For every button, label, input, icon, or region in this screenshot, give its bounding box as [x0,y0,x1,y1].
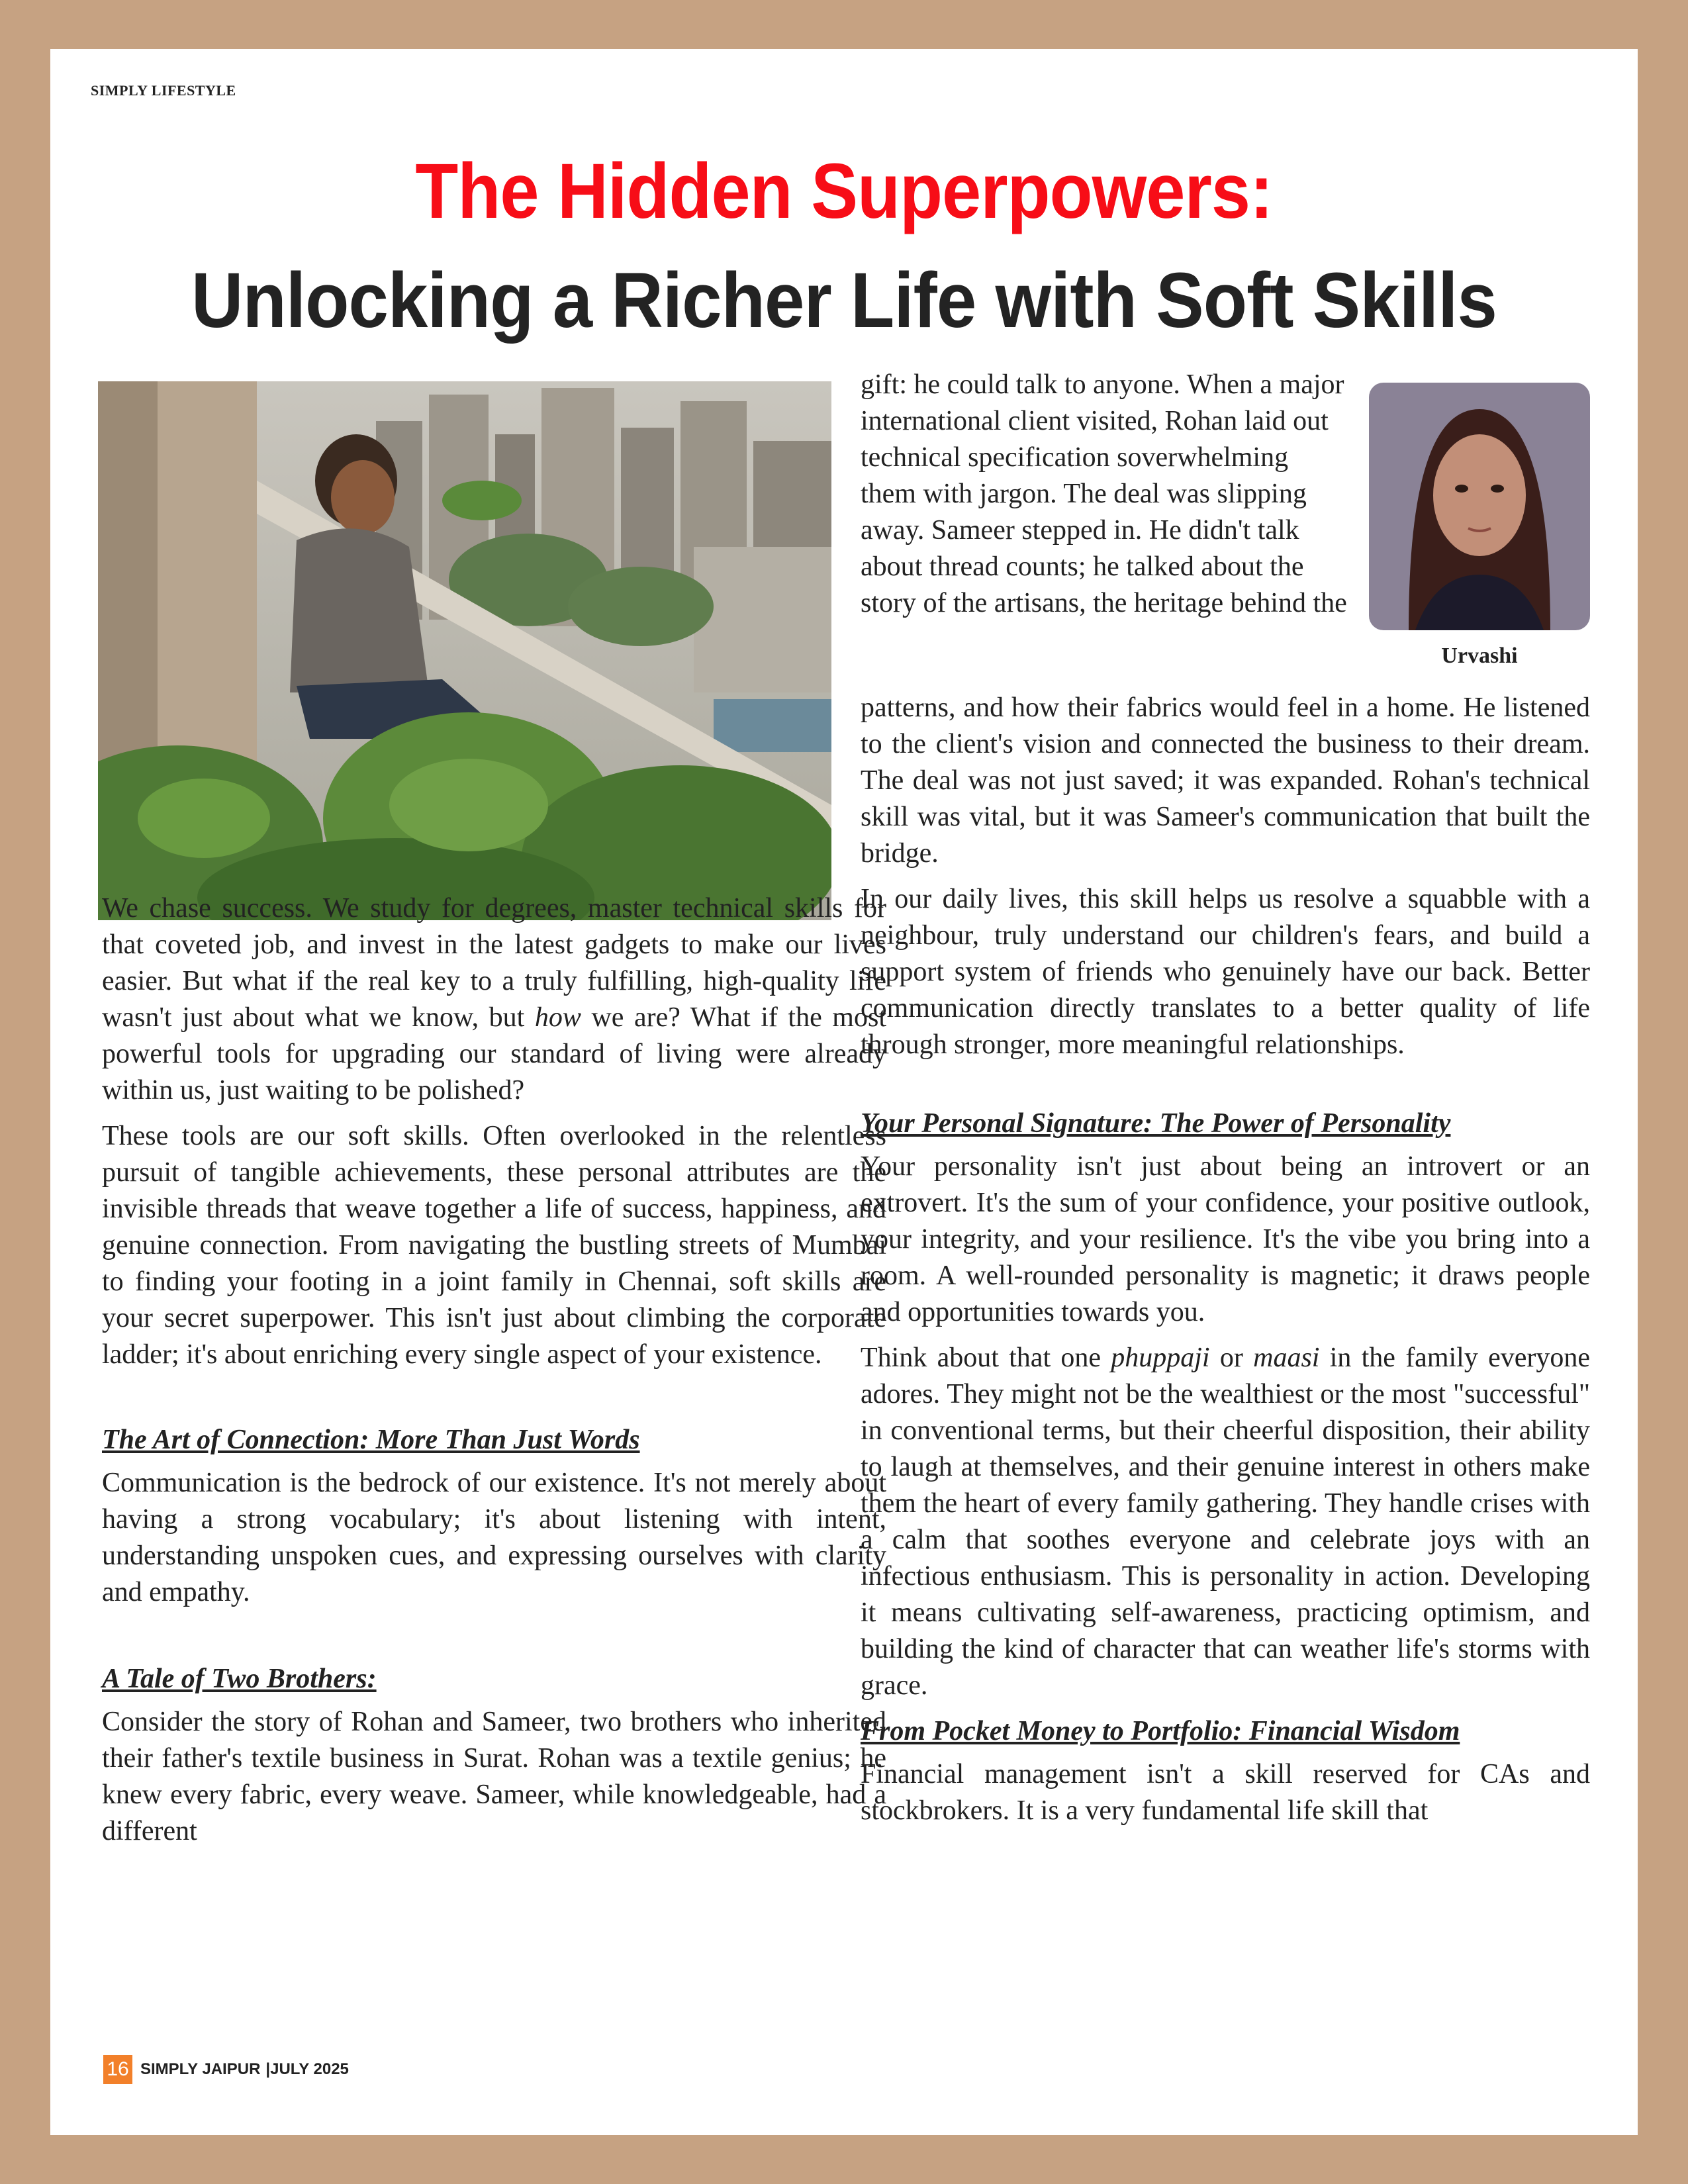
soft-skills-paragraph: These tools are our soft skills. Often overlooked in the relentless pursuit of tangible achievements, these personal attributes are the invisible threads that weave together a life of success, happiness, and genuine connection. From navigating the bustling streets of Mumbai to finding your footing in a joint family in Chennai, soft skills are your secret superpower. This isn't just about climbing the corporate ladder; it's about enriching every single aspect of your existence. [102,1121,886,1370]
issue-date: |JULY 2025 [265,2060,349,2078]
right-column [861,690,1590,1838]
personality-paragraph: Your personality isn't just about being an introvert or an extrovert. It's the sum of your confidence, your positive outlook, your integrity, and your resilience. It's the vibe you bring into a room. A well-rounded personality is magnetic; it draws people and opportunities towards you. [861,1151,1590,1327]
left-column [102,890,886,1859]
communication-paragraph: Communication is the bedrock of our existence. It's not merely about having a strong vocabulary; it's about listening with intent, understanding unspoken cues, and expressing ourselves with clarity and empathy. [102,1468,886,1607]
family-paragraph: Think about that one phuppaji or maasi in the family everyone adores. They might not be the wealthiest or the most "successful" in conventional terms, but their cheerful disposition, their ability to laugh at themselves, and their genuine interest in others make them the heart of every family gathering. They handle crises with a calm that soothes everyone and celebrate joys with an infectious enthusiasm. This is personality in action. Developing it means cultivating self-awareness, practicing optimism, and building the kind of character that can weather life's storms with grace. [861,1343,1590,1701]
headline-line-2: Unlocking a Richer Life with Soft Skills [191,257,1497,344]
right-column-top [861,367,1348,631]
financial-paragraph: Financial management isn't a skill reserved for CAs and stockbrokers. It is a very fundamental life skill that [861,1759,1590,1826]
story-continuation: gift: he could talk to anyone. When a major international client visited, Rohan laid out technical specification soverwhelming them with jargon. The deal was slipping away. Sameer stepped in. He didn't talk about thread counts; he talked about the story of the artisans, the heritage behind the [861,369,1347,618]
heading-financial-wisdom: From Pocket Money to Portfolio: Financial Wisdom [861,1716,1460,1746]
heading-personal-signature: Your Personal Signature: The Power of Personality [861,1108,1451,1139]
section-label: SIMPLY LIFESTYLE [91,82,236,99]
publication-name: SIMPLY JAIPUR [140,2060,261,2078]
portrait-caption: Urvashi [1441,643,1518,668]
heading-art-of-connection: The Art of Connection: More Than Just Words [102,1425,640,1455]
brothers-paragraph: Consider the story of Rohan and Sameer, two brothers who inherited their father's textile business in Surat. Rohan was a textile genius; he knew every fabric, every weave. Sameer, while knowledgeable, had a different [102,1707,886,1846]
story-ending-paragraph: patterns, and how their fabrics would feel in a home. He listened to the client's vision and connected the business to their dream. The deal was not just saved; it was expanded. Rohan's technical skill was vital, but it was Sameer's communication that built the bridge. [861,692,1590,869]
headline-line-1: The Hidden Superpowers: [415,148,1273,235]
magazine-page [50,49,1638,2135]
balcony-garden-photo [98,381,831,920]
heading-two-brothers: A Tale of Two Brothers: [102,1664,377,1694]
page-footer [103,2055,349,2084]
intro-paragraph: We chase success. We study for degrees, master technical skills for that coveted job, and invest in the latest gadgets to make our lives easier. But what if the real key to a truly fulfilling, high-quality life wasn't just about what we know, but how we are? What if the most powerful tools for upgrading our standard of living were already within us, just waiting to be polished? [102,893,886,1106]
daily-lives-paragraph: In our daily lives, this skill helps us resolve a squabble with a neighbour, truly understand our children's fears, and build a support system of friends who genuinely have our back. Better communication directly translates to a better quality of life through stronger, more meaningful relationships. [861,884,1590,1060]
page-number: 16 [103,2055,132,2084]
author-portrait [1369,383,1590,630]
